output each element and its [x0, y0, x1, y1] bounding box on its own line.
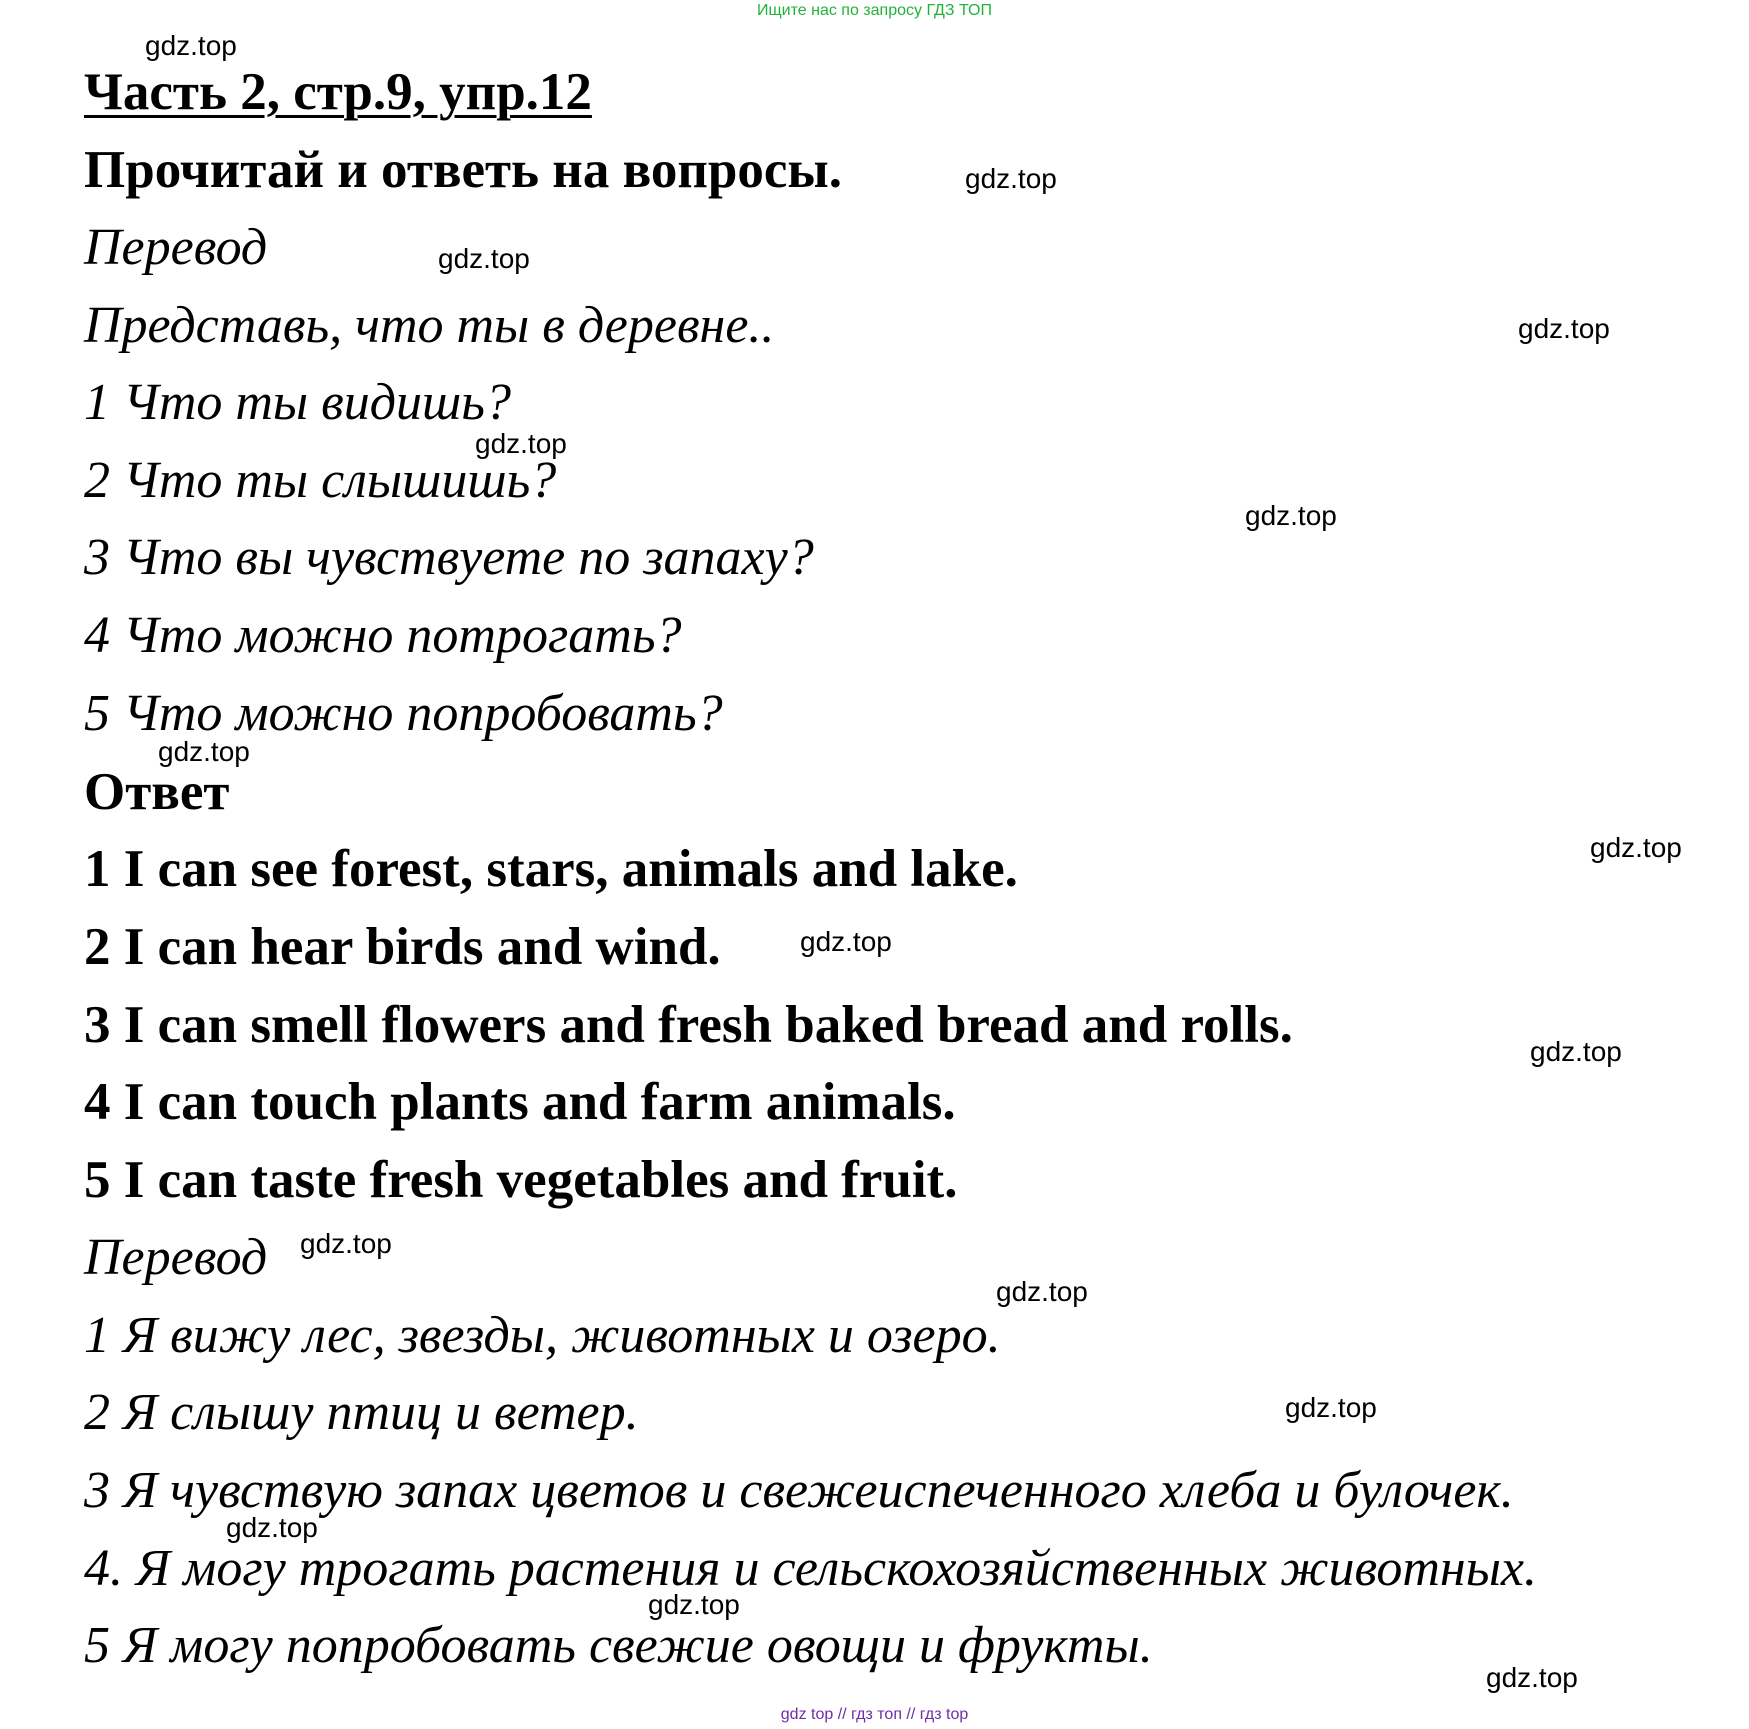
question-line: 1 Что ты видишь?: [84, 374, 511, 431]
watermark: gdz.top: [475, 428, 567, 459]
answer-line: 5 I can taste fresh vegetables and fruit.: [84, 1151, 958, 1209]
watermark: gdz.top: [158, 736, 250, 767]
question-line: 5 Что можно попробовать?: [84, 685, 723, 742]
watermark: gdz.top: [1518, 313, 1610, 344]
answer-heading: Ответ: [84, 763, 230, 821]
translation-line: 4. Я могу трогать растения и сельскохозяйственных животных.: [84, 1540, 1538, 1597]
exercise-title: Часть 2, стр.9, упр.12: [84, 63, 592, 121]
translation-label: Перевод: [84, 219, 268, 276]
answer-line: 1 I can see forest, stars, animals and lake.: [84, 840, 1018, 898]
question-line: 3 Что вы чувствуете по запаху?: [84, 529, 814, 586]
instruction-heading: Прочитай и ответь на вопросы.: [84, 141, 843, 199]
watermark: gdz.top: [800, 926, 892, 957]
translation-line: 1 Я вижу лес, звезды, животных и озеро.: [84, 1307, 1001, 1364]
watermark: gdz.top: [1285, 1392, 1377, 1423]
intro-translation: Представь, что ты в деревне..: [84, 297, 775, 354]
watermark: gdz.top: [300, 1228, 392, 1259]
watermark: gdz.top: [145, 30, 237, 61]
translation-label: Перевод: [84, 1229, 268, 1286]
answer-line: 4 I can touch plants and farm animals.: [84, 1073, 956, 1131]
watermark: gdz.top: [648, 1589, 740, 1620]
footer-note: gdz top // гдз топ // гдз top: [780, 1706, 969, 1723]
question-line: 2 Что ты слышишь?: [84, 452, 557, 509]
watermark: gdz.top: [226, 1512, 318, 1543]
watermark: gdz.top: [1486, 1662, 1578, 1693]
question-line: 4 Что можно потрогать?: [84, 607, 682, 664]
watermark: gdz.top: [965, 163, 1057, 194]
watermark: gdz.top: [438, 243, 530, 274]
watermark: gdz.top: [1590, 832, 1682, 863]
answer-line: 3 I can smell flowers and fresh baked bread and rolls.: [84, 996, 1293, 1054]
watermark: gdz.top: [996, 1276, 1088, 1307]
watermark: gdz.top: [1530, 1036, 1622, 1067]
translation-line: 3 Я чувствую запах цветов и свежеиспеченного хлеба и булочек.: [84, 1462, 1514, 1519]
answer-line: 2 I can hear birds and wind.: [84, 918, 721, 976]
watermark: gdz.top: [1245, 500, 1337, 531]
translation-line: 2 Я слышу птиц и ветер.: [84, 1384, 639, 1441]
translation-line: 5 Я могу попробовать свежие овощи и фрукты.: [84, 1617, 1153, 1674]
top-search-note: Ищите нас по запросу ГДЗ ТОП: [757, 2, 992, 19]
